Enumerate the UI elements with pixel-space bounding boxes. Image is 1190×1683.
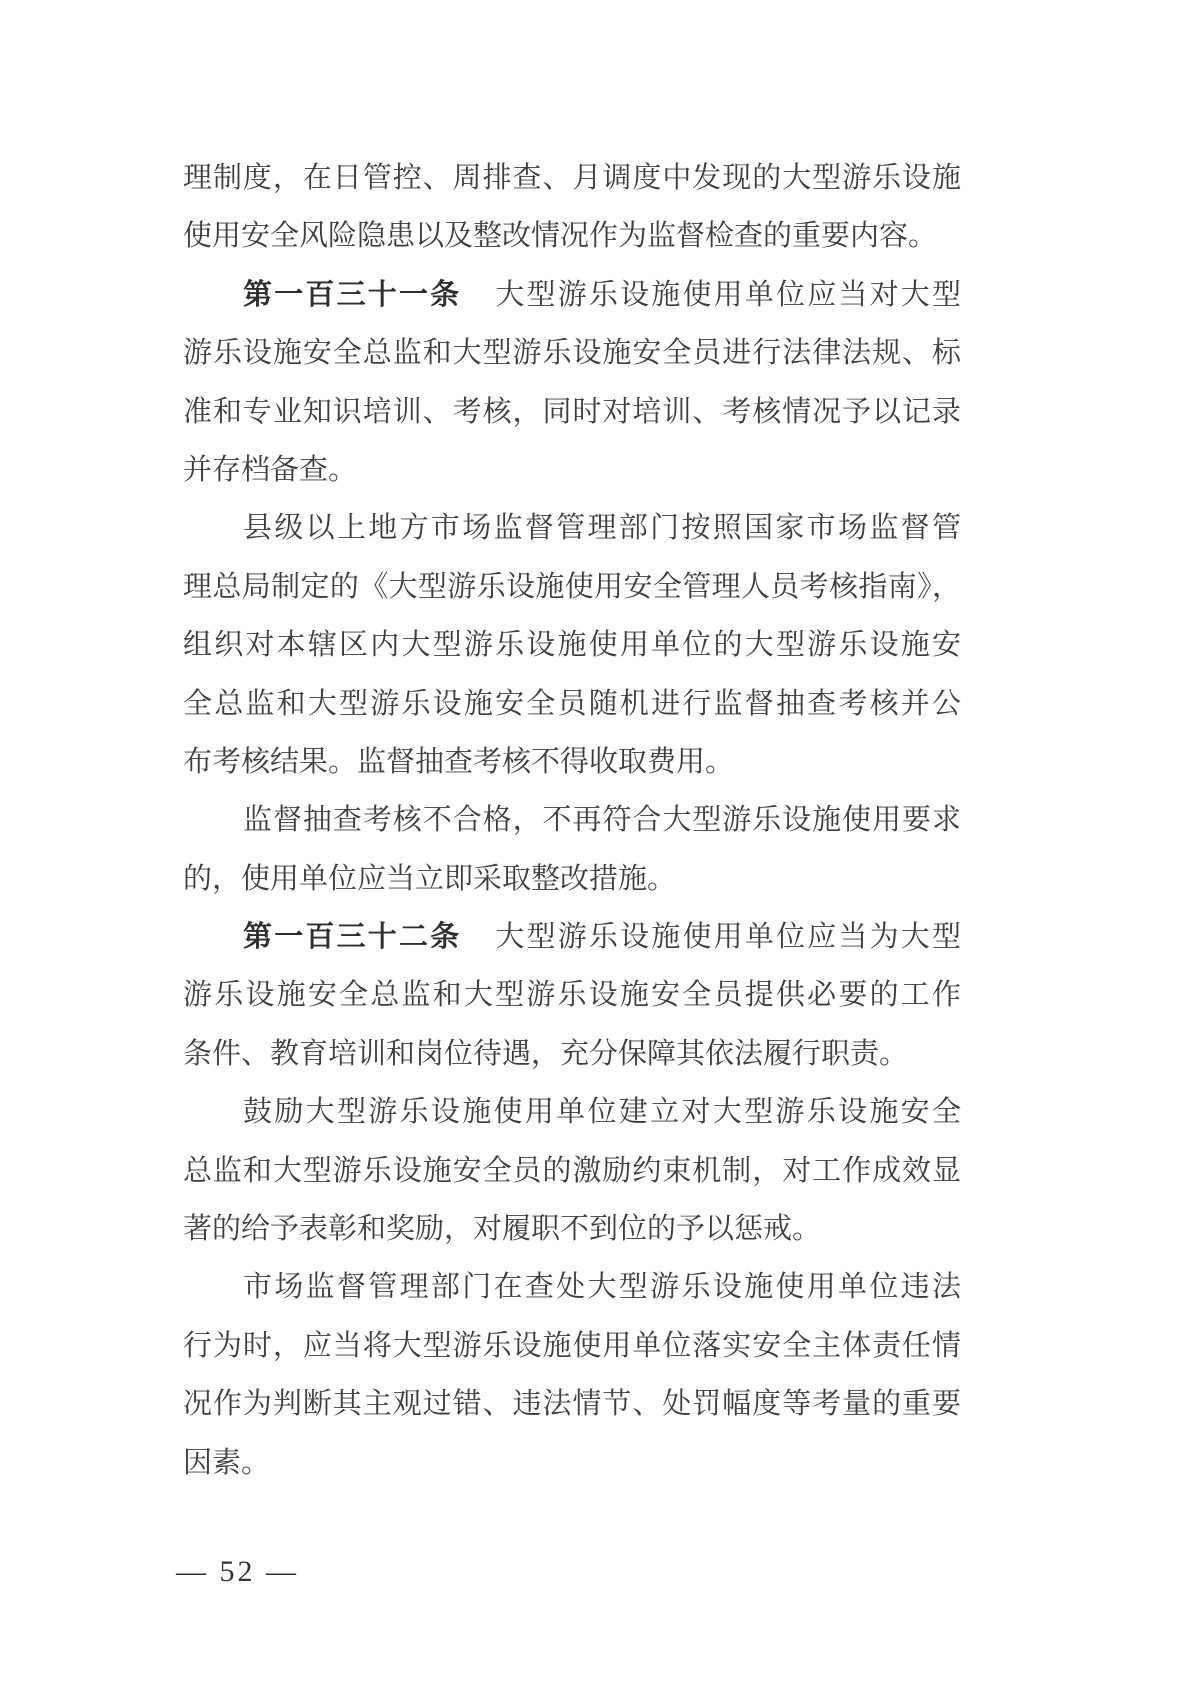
- text-line: 使用安全风险隐患以及整改情况作为监督检查的重要内容。: [183, 220, 938, 253]
- text-line: 全总监和大型游乐设施安全员随机进行监督抽查考核并公: [183, 687, 961, 720]
- text-line: 组织对本辖区内大型游乐设施使用单位的大型游乐设施安: [183, 629, 961, 662]
- page-number: — 52 —: [176, 1555, 299, 1588]
- text-line: 鼓励大型游乐设施使用单位建立对大型游乐设施安全: [243, 1096, 961, 1129]
- text-line: 市场监督管理部门在查处大型游乐设施使用单位违法: [243, 1271, 961, 1304]
- article-text: 大型游乐设施使用单位应当为大型: [495, 921, 961, 954]
- text-line: 理总局制定的《大型游乐设施使用安全管理人员考核指南》，: [183, 570, 961, 603]
- text-line: 的，使用单位应当立即采取整改措施。: [183, 862, 677, 895]
- text-line: 布考核结果。监督抽查考核不得收取费用。: [183, 745, 735, 778]
- text-line: 理制度，在日管控、周排查、月调度中发现的大型游乐设施: [183, 162, 961, 194]
- text-line: 总监和大型游乐设施安全员的激励约束机制，对工作成效显: [183, 1154, 961, 1187]
- text-line: [183, 908, 961, 966]
- text-line: 因素。: [183, 1446, 271, 1479]
- article-number: 第一百三十一条: [243, 278, 462, 311]
- text-line: 游乐设施安全总监和大型游乐设施安全员进行法律法规、标: [183, 337, 961, 370]
- document-text-block: [183, 149, 961, 1492]
- text-line: 并存档备查。: [183, 453, 358, 486]
- text-line: 条件、教育培训和岗位待遇，充分保障其依法履行职责。: [183, 1037, 909, 1070]
- text-line: 行为时，应当将大型游乐设施使用单位落实安全主体责任情: [183, 1329, 961, 1362]
- text-line: [183, 266, 961, 324]
- text-line: 游乐设施安全总监和大型游乐设施安全员提供必要的工作: [183, 979, 961, 1012]
- text-line: 况作为判断其主观过错、违法情节、处罚幅度等考量的重要: [183, 1388, 961, 1421]
- text-line: 监督抽查考核不合格，不再符合大型游乐设施使用要求: [243, 804, 961, 837]
- article-number: 第一百三十二条: [243, 921, 462, 954]
- text-line: 著的给予表彰和奖励，对履职不到位的予以惩戒。: [183, 1213, 822, 1246]
- text-line: 准和专业知识培训、考核，同时对培训、考核情况予以记录: [183, 395, 961, 428]
- article-text: 大型游乐设施使用单位应当对大型: [495, 278, 961, 311]
- text-line: 县级以上地方市场监督管理部门按照国家市场监督管: [243, 512, 961, 545]
